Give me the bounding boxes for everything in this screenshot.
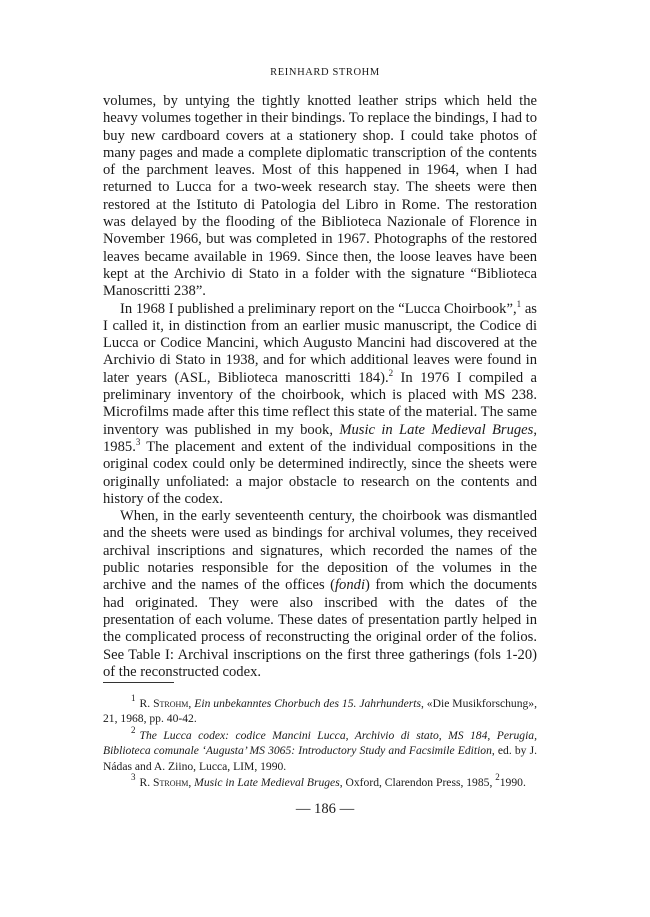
paragraph-3	[103, 508, 537, 681]
paragraph-1	[103, 93, 537, 301]
footnote-author: R. Strohm	[139, 776, 189, 790]
footnote-3: $^3$ R. Strohm, Music in Late Medieval Bruges, Oxford, Clarendon Press, 1985, $^2$1990.	[131, 772, 526, 790]
main-text	[103, 93, 537, 681]
footnote-author: R. Strohm	[139, 697, 189, 710]
italic-term: fondi	[335, 577, 365, 594]
footnotes	[103, 693, 537, 791]
footnote-ref-2[interactable]: 2	[388, 367, 394, 378]
footnote-ref-1[interactable]: 1	[516, 298, 522, 309]
footnote-2: $^2$ The Lucca codex: codice Mancini Lucca, Archivio di stato, MS 184, Perugia, Biblioteca comunale ‘Augusta’ MS 3065: Introductory Study and Facsimile Edition, ed. by J. Nádas and A. Ziino, Lucca, LIM, 1990.	[103, 724, 537, 773]
footnote-citation: , Oxford, Clarendon Press, 1985,	[339, 776, 496, 790]
paragraph-2	[103, 298, 537, 509]
running-head: REINHARD STROHM	[270, 67, 380, 78]
footnote-separator: ,	[188, 697, 195, 710]
footnote-title: Music in Late Medieval Bruges	[194, 776, 340, 790]
footnote-separator: ,	[188, 776, 195, 790]
paragraph-text: as I called it, in distinction from an earlier music manuscript, the Codice di Lucca or Codice Mancini, which Augusto Mancini had discovered at the Archivio di Stato in 1938, and for which additional leaves were found in later years (ASL, Biblioteca manoscritti 184).	[103, 300, 537, 386]
page-number: — 186 —	[295, 801, 355, 817]
footnote-citation: , «Die Musikforschung», 21, 1968, pp. 40-42.	[103, 697, 537, 726]
footnote-title: Ein unbekanntes Chorbuch des 15. Jahrhunderts	[194, 697, 421, 710]
footnote-citation: , ed. by J. Nádas and A. Ziino, Lucca, LIM, 1990.	[103, 744, 537, 773]
footnote-title: The Lucca codex: codice Mancini Lucca, Archivio di stato, MS 184, Perugia, Biblioteca comunale ‘Augusta’ MS 3065: Introductory Study and Facsimile Edition	[103, 728, 537, 758]
footnote-year: 1990.	[499, 776, 526, 790]
paragraph-text: ) from which the documents had originated. They were also inscribed with the dates of the presentation of each volume. These dates of presentation partly helped in the complicated process of reconstructing the original order of the folios. See Table I: Archival inscriptions on the first three gatherings (fols 1-20) of the reconstructed codex.	[103, 577, 537, 680]
paragraph-text: In 1976 I compiled a preliminary inventory of the choirbook, which is placed with MS 238. Microfilms made after this time reflect this state of the material. The same inventory was published in my book,	[103, 369, 537, 438]
footnote-1: $^1$ R. Strohm, Ein unbekanntes Chorbuch des 15. Jahrhunderts, «Die Musikforschung», 21, 1968, pp. 40-42.	[103, 693, 537, 726]
paragraph-text: When, in the early seventeenth century, the choirbook was dismantled and the sheets were used as bindings for archival volumes, they received archival inscriptions and signatures, which recorded the names of the public notaries responsible for the deposition of the volumes in the archive and the names of the offices (	[103, 508, 537, 594]
footnote-ref-3[interactable]: 3	[135, 436, 141, 447]
paragraph-text: In 1968 I published a preliminary report on the “Lucca Choirbook”,	[120, 300, 517, 317]
paragraph-text: volumes, by untying the tightly knotted leather strips which held the heavy volumes together in their bindings. To replace the bindings, I had to buy new cardboard covers at a stationery shop. I could take photos of many pages and made a complete diplomatic transcription of the contents of the parchment leaves. Most of this happened in 1964, when I had returned to Lucca for a two-week research stay. The sheets were then restored at the Istituto di Patologia del Libro in Rome. The restoration was delayed by the flooding of the Biblioteca Nazionale of Florence in November 1966, but was completed in 1967. Photographs of the restored leaves became available in 1969. Since then, the loose leaves have been kept at the Archivio di Stato in a folder with the signature “Biblioteca Manoscritti 238”.	[103, 93, 537, 300]
paragraph-text: , 1985.	[103, 421, 537, 455]
paragraph-text: The placement and extent of the individual compositions in the original codex could only be determined indirectly, since the sheets were originally unfoliated: a major obstacle to research on the contents and history of the codex.	[103, 438, 537, 507]
edition-number: 2	[495, 772, 500, 783]
footnote-divider	[103, 682, 174, 683]
book-title: Music in Late Medieval Bruges	[339, 421, 534, 438]
